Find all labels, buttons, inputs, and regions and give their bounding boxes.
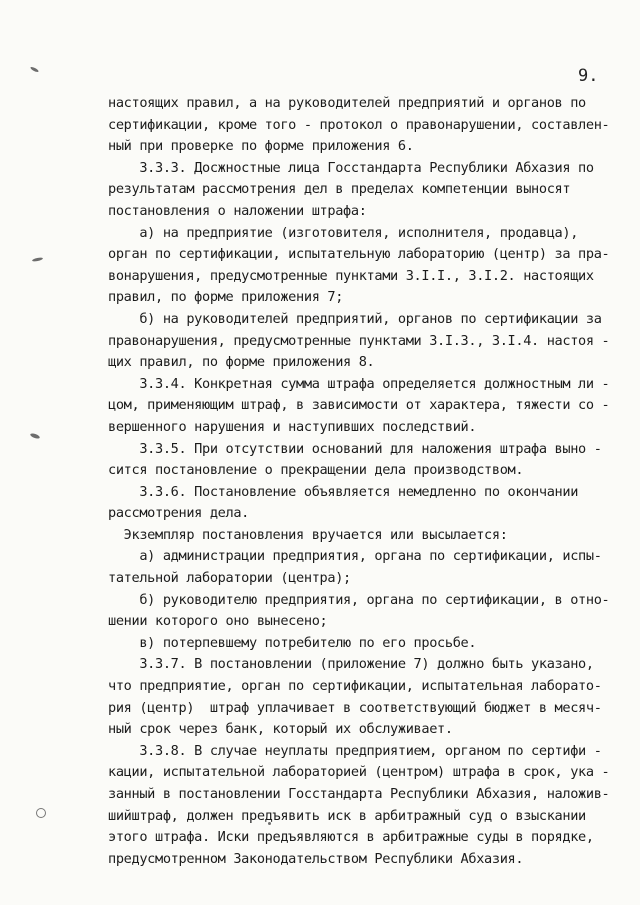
text-line: орган по сертификации, испытательную лабораторию (центр) за пра- [108, 246, 610, 263]
text-line: 3.3.8. В случае неуплаты предприятием, органом по сертифи - [108, 742, 602, 759]
text-line: рия (центр) штраф уплачивает в соответствующий бюджет в месяч- [108, 699, 602, 716]
text-line: кации, испытательной лабораторией (центром) штрафа в срок, ука - [108, 764, 610, 781]
text-line: ный при проверке по форме приложения 6. [108, 138, 414, 155]
text-line: 3.3.5. При отсутствии оснований для наложения штрафа выно - [108, 440, 602, 457]
punch-hole-mark [36, 808, 46, 818]
text-line: б) руководителю предприятия, органа по сертификации, в отно- [108, 591, 610, 608]
text-line: тательной лаборатории (центра); [108, 570, 351, 587]
text-line: результатам рассмотрения дел в пределах компетенции выносят [108, 181, 571, 198]
text-line: Экземпляр постановления вручается или высылается: [108, 526, 508, 543]
text-line: этого штрафа. Иски предъявляются в арбитражные суды в порядке, [108, 829, 594, 846]
text-line: а) администрации предприятия, органа по сертификации, испы- [108, 548, 602, 565]
scan-speck [32, 257, 43, 262]
text-line: сится постановление о прекращении дела производством. [108, 462, 524, 479]
text-line: предусмотренном Законодательством Республики Абхазия. [108, 850, 524, 867]
text-line: ный срок через банк, который их обслуживает. [108, 721, 453, 738]
scan-speck [30, 432, 41, 439]
document-body [108, 93, 608, 870]
text-line: вершенного нарушения и наступивших последствий. [108, 418, 477, 435]
text-line: б) на руководителей предприятий, органов по сертификации за [108, 310, 602, 327]
text-line: шийштраф, должен предъявить иск в арбитражный суд о взыскании [108, 807, 586, 824]
text-line: в) потерпевшему потребителю по его просьбе. [108, 634, 477, 651]
text-line: занный в постановлении Госстандарта Республики Абхазия, наложив- [108, 786, 610, 802]
text-line: правил, по форме приложения 7; [108, 289, 344, 306]
text-line: рассмотрения дела. [108, 505, 250, 522]
text-line: вонарушения, предусмотренные пунктами 3.I.I., 3.I.2. настоящих [108, 267, 594, 284]
text-line: щих правил, по форме приложения 8. [108, 354, 375, 371]
text-line: 3.3.4. Конкретная сумма штрафа определяется должностным ли - [108, 375, 610, 392]
text-line: постановления о наложении штрафа: [108, 202, 367, 219]
text-line: 3.3.3. Досжностные лица Госстандарта Республики Абхазия по [108, 159, 594, 176]
page-number: 9. [578, 66, 599, 86]
text-line: что предприятие, орган по сертификации, испытательная лаборато- [108, 678, 602, 695]
text-line: 3.3.6. Постановление объявляется немедленно по окончании [108, 483, 579, 500]
scan-speck [30, 66, 39, 73]
text-line: правонарушения, предусмотренные пунктами 3.I.3., 3.I.4. настоя - [108, 332, 610, 349]
text-line: а) на предприятие (изготовителя, исполнителя, продавца), [108, 224, 579, 241]
text-line: 3.3.7. В постановлении (приложение 7) должно быть указано, [108, 656, 594, 673]
text-line: сертификации, кроме того - протокол о правонарушении, составлен- [108, 116, 610, 133]
text-line: шении которого оно вынесено; [108, 613, 328, 630]
text-line: цом, применяющим штраф, в зависимости от характера, тяжести со - [108, 397, 610, 414]
text-line: настоящих правил, а на руководителей предприятий и органов по [108, 95, 586, 111]
